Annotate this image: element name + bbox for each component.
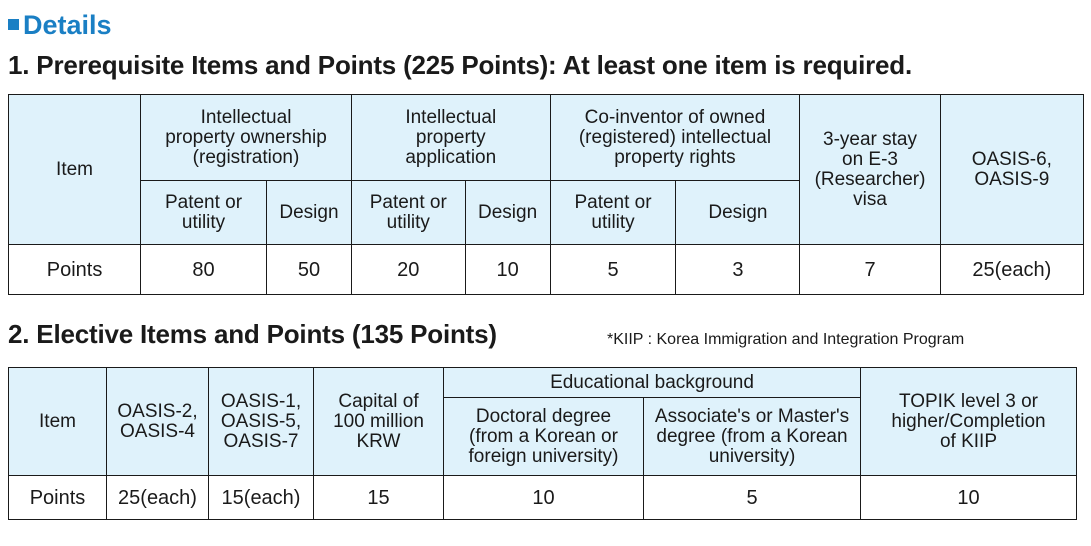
- points-cell: 15(each): [209, 476, 314, 520]
- details-heading: [8, 10, 112, 41]
- item-header: Item: [9, 95, 141, 245]
- oasis-2-4-header: OASIS-2, OASIS-4: [107, 368, 209, 476]
- points-cell: 80: [141, 245, 267, 295]
- sub-header-patent: Patent or utility: [141, 181, 267, 245]
- row-label: Points: [9, 245, 141, 295]
- points-cell: 50: [266, 245, 351, 295]
- points-cell: 3: [676, 245, 800, 295]
- points-cell: 5: [644, 476, 861, 520]
- sub-header-design: Design: [676, 181, 800, 245]
- oasis-6-9-header: OASIS-6, OASIS-9: [940, 95, 1083, 245]
- sub-header-patent: Patent or utility: [550, 181, 676, 245]
- points-row: [9, 245, 1084, 295]
- points-cell: 5: [550, 245, 676, 295]
- square-bullet-icon: [8, 19, 19, 30]
- points-cell: 20: [351, 245, 465, 295]
- sub-header-design: Design: [266, 181, 351, 245]
- points-cell: 25(each): [940, 245, 1083, 295]
- ip-ownership-header: Intellectual property ownership (registration): [141, 95, 352, 181]
- topik-header: TOPIK level 3 or higher/Completion of KIIP: [861, 368, 1077, 476]
- capital-header: Capital of 100 million KRW: [314, 368, 444, 476]
- educational-background-header: Educational background: [444, 368, 861, 398]
- points-cell: 10: [465, 245, 550, 295]
- details-label: Details: [23, 10, 112, 40]
- ip-application-header: Intellectual property application: [351, 95, 550, 181]
- doctoral-degree-header: Doctoral degree (from a Korean or foreign university): [444, 398, 644, 476]
- item-header: Item: [9, 368, 107, 476]
- row-label: Points: [9, 476, 107, 520]
- points-cell: 10: [861, 476, 1077, 520]
- oasis-1-5-7-header: OASIS-1, OASIS-5, OASIS-7: [209, 368, 314, 476]
- points-row: [9, 476, 1077, 520]
- section1-title: 1. Prerequisite Items and Points (225 Points): At least one item is required.: [8, 50, 912, 80]
- sub-header-patent: Patent or utility: [351, 181, 465, 245]
- points-cell: 25(each): [107, 476, 209, 520]
- associate-master-header: Associate's or Master's degree (from a Korean university): [644, 398, 861, 476]
- section2-title: 2. Elective Items and Points (135 Points): [8, 319, 497, 349]
- kiip-note: *KIIP : Korea Immigration and Integration Program: [607, 331, 965, 348]
- researcher-visa-header: 3-year stay on E-3 (Researcher) visa: [800, 95, 940, 245]
- sub-header-design: Design: [465, 181, 550, 245]
- co-inventor-header: Co-inventor of owned (registered) intellectual property rights: [550, 95, 800, 181]
- points-cell: 10: [444, 476, 644, 520]
- elective-table: [8, 367, 1077, 520]
- prerequisite-table: [8, 94, 1084, 295]
- points-cell: 15: [314, 476, 444, 520]
- points-cell: 7: [800, 245, 940, 295]
